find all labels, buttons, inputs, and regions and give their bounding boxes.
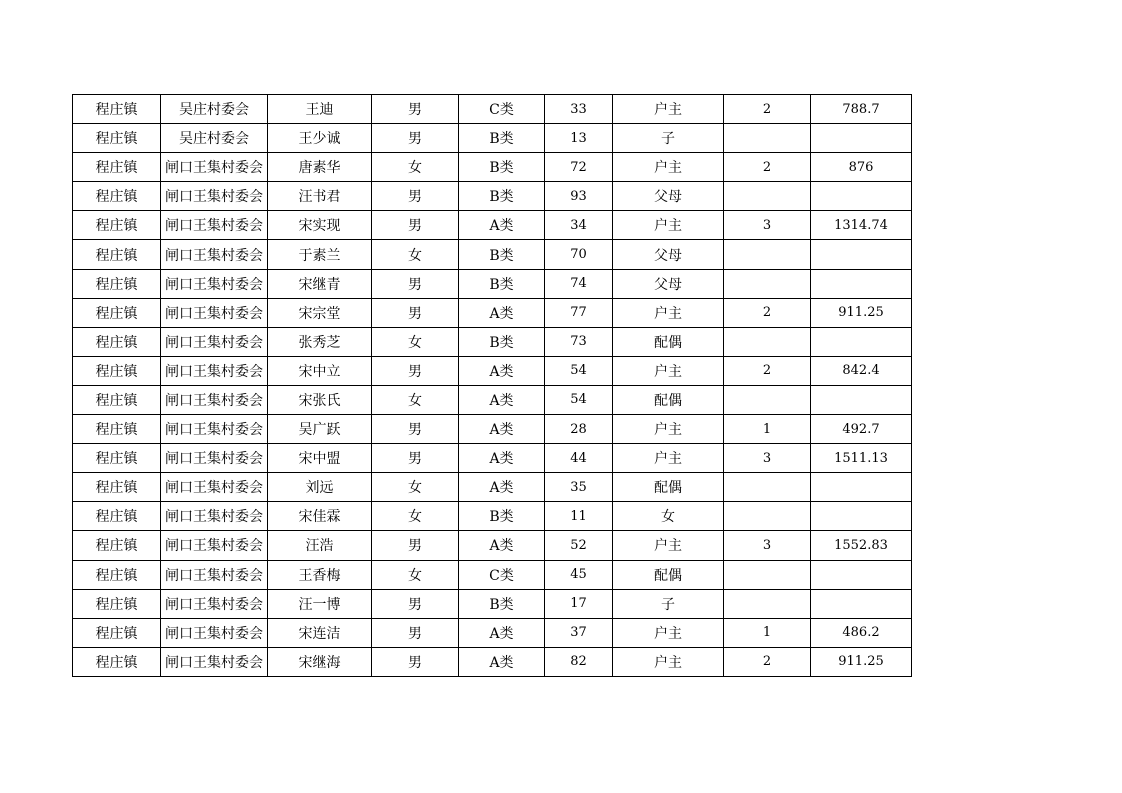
relation-cell: 户主 [613,95,724,124]
relation-cell: 户主 [613,647,724,676]
name-cell: 宋张氏 [268,385,372,414]
village-cell: 闸口王集村委会 [161,211,268,240]
table-row [73,153,912,182]
village-cell: 闸口王集村委会 [161,560,268,589]
household-size-cell: 2 [724,298,811,327]
amount-cell [811,589,912,618]
town-cell: 程庄镇 [73,560,161,589]
village-cell: 闸口王集村委会 [161,473,268,502]
age-cell: 35 [545,473,613,502]
relation-cell: 父母 [613,240,724,269]
table-row [73,385,912,414]
table-body [73,95,912,677]
village-cell: 闸口王集村委会 [161,240,268,269]
household-size-cell [724,560,811,589]
town-cell: 程庄镇 [73,385,161,414]
relation-cell: 配偶 [613,327,724,356]
category-cell: A类 [459,298,545,327]
category-cell: A类 [459,385,545,414]
amount-cell: 486.2 [811,618,912,647]
amount-cell [811,124,912,153]
amount-cell [811,473,912,502]
category-cell: A类 [459,531,545,560]
town-cell: 程庄镇 [73,589,161,618]
category-cell: C类 [459,560,545,589]
table-row [73,95,912,124]
table-row [73,415,912,444]
town-cell: 程庄镇 [73,124,161,153]
table-row [73,444,912,473]
household-size-cell [724,182,811,211]
age-cell: 33 [545,95,613,124]
amount-cell: 1314.74 [811,211,912,240]
village-cell: 闸口王集村委会 [161,647,268,676]
town-cell: 程庄镇 [73,240,161,269]
name-cell: 宋继海 [268,647,372,676]
age-cell: 11 [545,502,613,531]
relation-cell: 户主 [613,444,724,473]
age-cell: 54 [545,356,613,385]
household-size-cell: 1 [724,618,811,647]
category-cell: B类 [459,153,545,182]
age-cell: 82 [545,647,613,676]
relation-cell: 配偶 [613,385,724,414]
village-cell: 闸口王集村委会 [161,589,268,618]
town-cell: 程庄镇 [73,647,161,676]
village-cell: 闸口王集村委会 [161,502,268,531]
household-size-cell: 3 [724,211,811,240]
amount-cell: 492.7 [811,415,912,444]
gender-cell: 女 [372,240,459,269]
table-row [73,124,912,153]
household-size-cell [724,269,811,298]
age-cell: 45 [545,560,613,589]
table-row [73,531,912,560]
relation-cell: 户主 [613,298,724,327]
household-size-cell [724,473,811,502]
household-size-cell [724,327,811,356]
table-row [73,560,912,589]
gender-cell: 女 [372,327,459,356]
relation-cell: 户主 [613,531,724,560]
relation-cell: 子 [613,124,724,153]
gender-cell: 男 [372,531,459,560]
relation-cell: 子 [613,589,724,618]
name-cell: 唐素华 [268,153,372,182]
town-cell: 程庄镇 [73,298,161,327]
gender-cell: 男 [372,647,459,676]
name-cell: 宋连洁 [268,618,372,647]
gender-cell: 男 [372,269,459,298]
table-row [73,298,912,327]
name-cell: 宋中盟 [268,444,372,473]
name-cell: 吴广跃 [268,415,372,444]
name-cell: 宋继青 [268,269,372,298]
gender-cell: 男 [372,298,459,327]
household-size-cell [724,124,811,153]
amount-cell: 911.25 [811,647,912,676]
table-row [73,647,912,676]
age-cell: 52 [545,531,613,560]
amount-cell: 876 [811,153,912,182]
village-cell: 吴庄村委会 [161,124,268,153]
relation-cell: 户主 [613,618,724,647]
town-cell: 程庄镇 [73,356,161,385]
household-size-cell [724,385,811,414]
village-cell: 闸口王集村委会 [161,618,268,647]
town-cell: 程庄镇 [73,444,161,473]
table-row [73,502,912,531]
name-cell: 宋佳霖 [268,502,372,531]
gender-cell: 男 [372,211,459,240]
relation-cell: 户主 [613,153,724,182]
name-cell: 宋实现 [268,211,372,240]
amount-cell: 788.7 [811,95,912,124]
relation-cell: 女 [613,502,724,531]
household-size-cell: 2 [724,95,811,124]
amount-cell [811,385,912,414]
category-cell: A类 [459,473,545,502]
name-cell: 汪浩 [268,531,372,560]
town-cell: 程庄镇 [73,327,161,356]
town-cell: 程庄镇 [73,211,161,240]
age-cell: 77 [545,298,613,327]
gender-cell: 男 [372,95,459,124]
gender-cell: 女 [372,560,459,589]
table-row [73,327,912,356]
amount-cell [811,182,912,211]
gender-cell: 男 [372,444,459,473]
age-cell: 17 [545,589,613,618]
table-row [73,589,912,618]
amount-cell [811,269,912,298]
town-cell: 程庄镇 [73,531,161,560]
amount-cell [811,327,912,356]
village-cell: 吴庄村委会 [161,95,268,124]
name-cell: 汪书君 [268,182,372,211]
town-cell: 程庄镇 [73,182,161,211]
household-size-cell: 2 [724,153,811,182]
amount-cell: 911.25 [811,298,912,327]
village-cell: 闸口王集村委会 [161,153,268,182]
name-cell: 宋中立 [268,356,372,385]
village-cell: 闸口王集村委会 [161,356,268,385]
relation-cell: 父母 [613,182,724,211]
gender-cell: 男 [372,589,459,618]
age-cell: 70 [545,240,613,269]
relation-cell: 父母 [613,269,724,298]
age-cell: 74 [545,269,613,298]
age-cell: 72 [545,153,613,182]
village-cell: 闸口王集村委会 [161,327,268,356]
gender-cell: 男 [372,415,459,444]
amount-cell [811,240,912,269]
table-row [73,240,912,269]
household-size-cell [724,502,811,531]
town-cell: 程庄镇 [73,95,161,124]
category-cell: A类 [459,356,545,385]
name-cell: 于素兰 [268,240,372,269]
age-cell: 44 [545,444,613,473]
household-size-cell: 3 [724,531,811,560]
household-size-cell: 3 [724,444,811,473]
town-cell: 程庄镇 [73,269,161,298]
amount-cell [811,560,912,589]
name-cell: 张秀芝 [268,327,372,356]
category-cell: A类 [459,647,545,676]
age-cell: 13 [545,124,613,153]
table-row [73,473,912,502]
age-cell: 34 [545,211,613,240]
household-size-cell: 1 [724,415,811,444]
category-cell: B类 [459,589,545,618]
category-cell: B类 [459,182,545,211]
category-cell: B类 [459,124,545,153]
village-cell: 闸口王集村委会 [161,444,268,473]
town-cell: 程庄镇 [73,502,161,531]
town-cell: 程庄镇 [73,415,161,444]
data-table [72,94,912,677]
household-size-cell: 2 [724,647,811,676]
category-cell: B类 [459,269,545,298]
village-cell: 闸口王集村委会 [161,269,268,298]
gender-cell: 女 [372,502,459,531]
name-cell: 王迪 [268,95,372,124]
household-size-cell [724,240,811,269]
category-cell: A类 [459,211,545,240]
table-row [73,211,912,240]
amount-cell: 1552.83 [811,531,912,560]
gender-cell: 男 [372,618,459,647]
age-cell: 28 [545,415,613,444]
amount-cell: 842.4 [811,356,912,385]
category-cell: B类 [459,240,545,269]
relation-cell: 配偶 [613,473,724,502]
name-cell: 王少诚 [268,124,372,153]
name-cell: 宋宗堂 [268,298,372,327]
category-cell: B类 [459,502,545,531]
village-cell: 闸口王集村委会 [161,531,268,560]
household-size-cell: 2 [724,356,811,385]
gender-cell: 女 [372,153,459,182]
category-cell: A类 [459,444,545,473]
amount-cell: 1511.13 [811,444,912,473]
gender-cell: 男 [372,182,459,211]
town-cell: 程庄镇 [73,153,161,182]
household-size-cell [724,589,811,618]
amount-cell [811,502,912,531]
relation-cell: 户主 [613,415,724,444]
gender-cell: 男 [372,124,459,153]
name-cell: 刘远 [268,473,372,502]
village-cell: 闸口王集村委会 [161,182,268,211]
age-cell: 73 [545,327,613,356]
name-cell: 王香梅 [268,560,372,589]
relation-cell: 配偶 [613,560,724,589]
town-cell: 程庄镇 [73,473,161,502]
table-row [73,269,912,298]
category-cell: A类 [459,618,545,647]
age-cell: 54 [545,385,613,414]
village-cell: 闸口王集村委会 [161,415,268,444]
table-row [73,356,912,385]
town-cell: 程庄镇 [73,618,161,647]
gender-cell: 女 [372,473,459,502]
table-row [73,618,912,647]
category-cell: C类 [459,95,545,124]
category-cell: B类 [459,327,545,356]
category-cell: A类 [459,415,545,444]
gender-cell: 男 [372,356,459,385]
name-cell: 汪一博 [268,589,372,618]
relation-cell: 户主 [613,211,724,240]
relation-cell: 户主 [613,356,724,385]
gender-cell: 女 [372,385,459,414]
age-cell: 37 [545,618,613,647]
age-cell: 93 [545,182,613,211]
village-cell: 闸口王集村委会 [161,298,268,327]
village-cell: 闸口王集村委会 [161,385,268,414]
table-row [73,182,912,211]
